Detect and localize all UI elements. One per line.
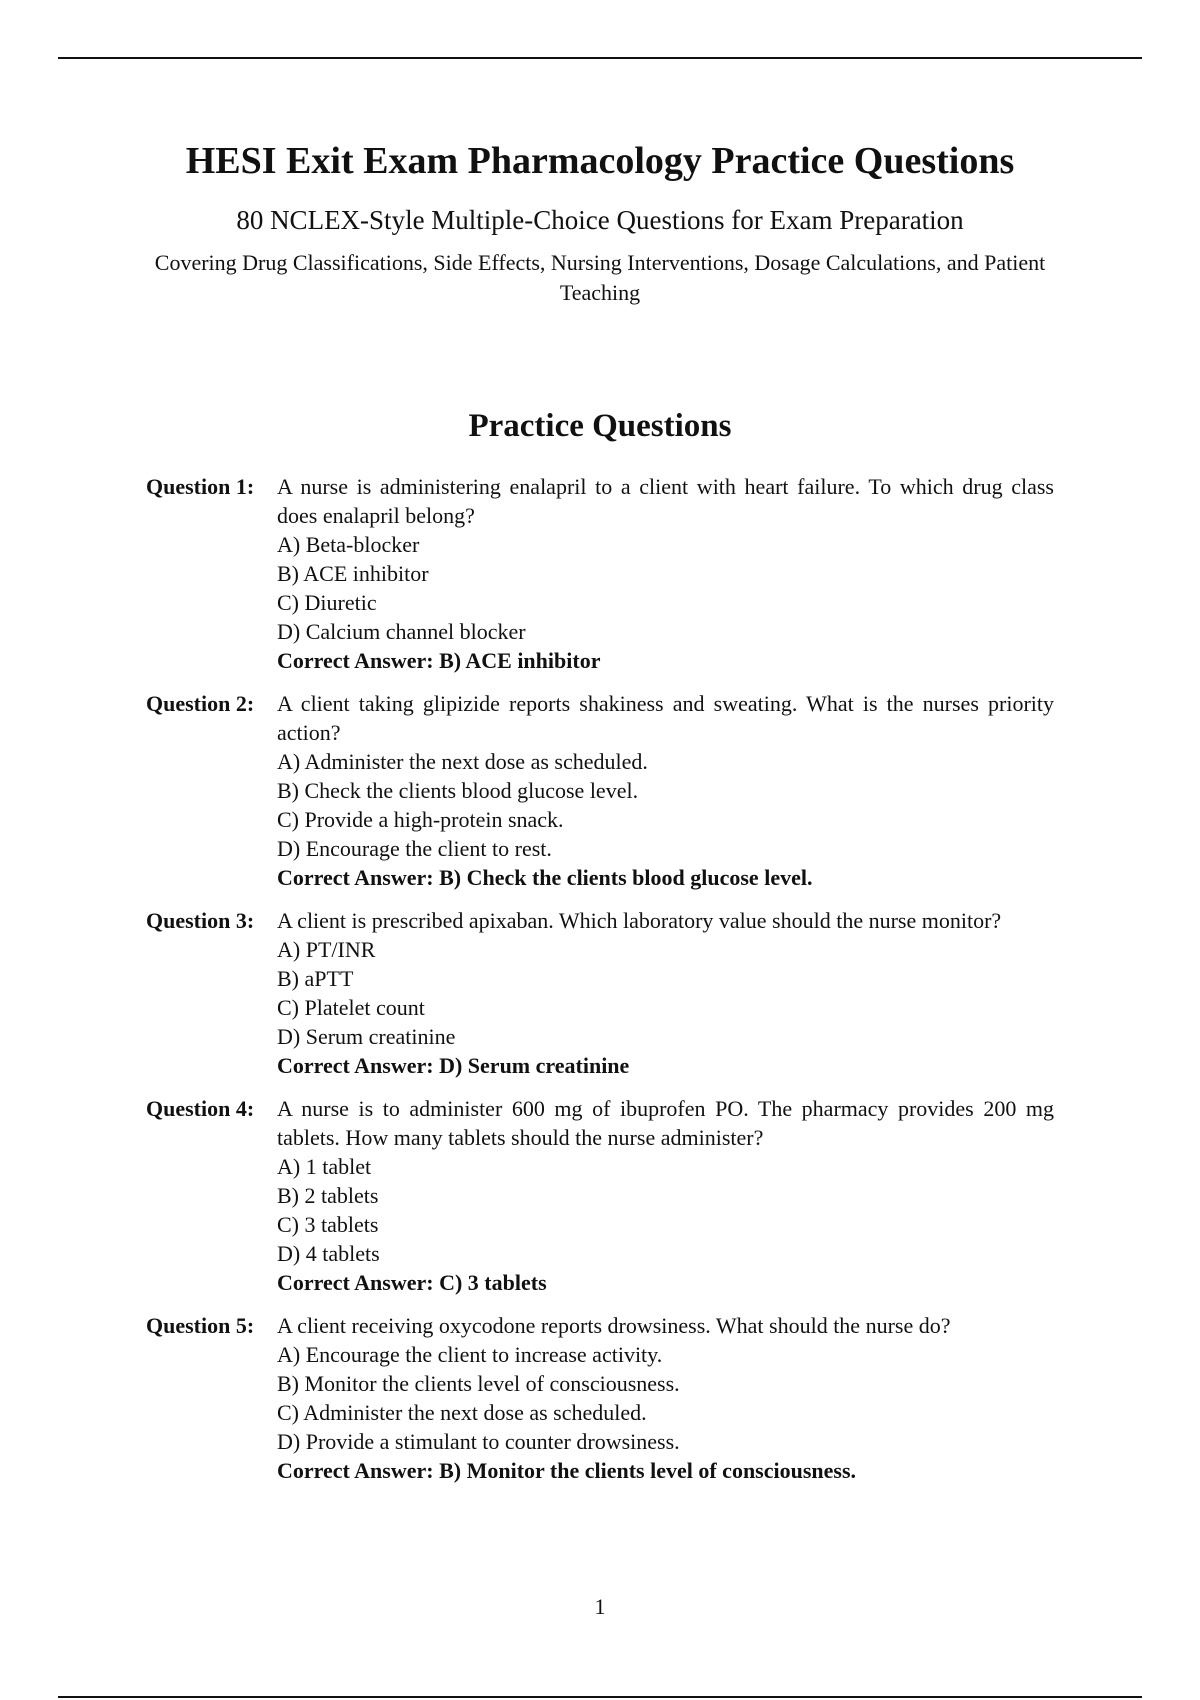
question-text: A nurse is administering enalapril to a client with heart failure. To which drug class does enalapril belong? bbox=[277, 474, 1054, 528]
correct-answer: Correct Answer: B) Monitor the clients level of consciousness. bbox=[277, 1458, 857, 1483]
question-text: A client taking glipizide reports shakiness and sweating. What is the nurses priority action? bbox=[277, 691, 1054, 745]
question-list bbox=[146, 472, 1054, 1499]
correct-answer: Correct Answer: B) Check the clients blood glucose level. bbox=[277, 865, 813, 890]
option-c: C) 3 tablets bbox=[277, 1212, 379, 1237]
question-item bbox=[146, 1311, 1054, 1485]
option-d: D) 4 tablets bbox=[277, 1241, 380, 1266]
option-d: D) Calcium channel blocker bbox=[277, 619, 526, 644]
footer-rule bbox=[58, 1696, 1142, 1698]
question-label: Question 1: bbox=[146, 474, 255, 499]
question-body bbox=[277, 1094, 1054, 1297]
question-text: A client is prescribed apixaban. Which laboratory value should the nurse monitor? bbox=[277, 908, 1002, 933]
question-item bbox=[146, 472, 1054, 675]
correct-answer: Correct Answer: C) 3 tablets bbox=[277, 1270, 547, 1295]
option-b: B) Monitor the clients level of consciousness. bbox=[277, 1371, 680, 1396]
question-body bbox=[277, 906, 1054, 1080]
question-text: A client receiving oxycodone reports drowsiness. What should the nurse do? bbox=[277, 1313, 951, 1338]
option-d: D) Provide a stimulant to counter drowsiness. bbox=[277, 1429, 680, 1454]
question-label: Question 4: bbox=[146, 1096, 255, 1121]
option-a: A) 1 tablet bbox=[277, 1154, 372, 1179]
correct-answer: Correct Answer: B) ACE inhibitor bbox=[277, 648, 601, 673]
option-d: D) Serum creatinine bbox=[277, 1024, 456, 1049]
question-label: Question 3: bbox=[146, 908, 255, 933]
question-label: Question 2: bbox=[146, 691, 255, 716]
question-text: A nurse is to administer 600 mg of ibuprofen PO. The pharmacy provides 200 mg tablets. How many tablets should the nurse administer? bbox=[277, 1096, 1054, 1150]
option-b: B) Check the clients blood glucose level. bbox=[277, 778, 639, 803]
question-label: Question 5: bbox=[146, 1313, 255, 1338]
option-a: A) PT/INR bbox=[277, 937, 376, 962]
option-a: A) Encourage the client to increase activity. bbox=[277, 1342, 663, 1367]
document-coverage: Covering Drug Classifications, Side Effects, Nursing Interventions, Dosage Calculations, and Patient Teaching bbox=[154, 250, 1046, 305]
document-title: HESI Exit Exam Pharmacology Practice Questions bbox=[185, 140, 1015, 182]
question-body bbox=[277, 472, 1054, 675]
option-d: D) Encourage the client to rest. bbox=[277, 836, 552, 861]
header-rule bbox=[58, 57, 1142, 59]
option-c: C) Administer the next dose as scheduled. bbox=[277, 1400, 647, 1425]
correct-answer: Correct Answer: D) Serum creatinine bbox=[277, 1053, 630, 1078]
option-b: B) ACE inhibitor bbox=[277, 561, 429, 586]
question-item bbox=[146, 1094, 1054, 1297]
option-a: A) Beta-blocker bbox=[277, 532, 420, 557]
question-item bbox=[146, 689, 1054, 892]
option-a: A) Administer the next dose as scheduled. bbox=[277, 749, 648, 774]
option-c: C) Provide a high-protein snack. bbox=[277, 807, 564, 832]
option-b: B) 2 tablets bbox=[277, 1183, 379, 1208]
question-body bbox=[277, 689, 1054, 892]
option-b: B) aPTT bbox=[277, 966, 354, 991]
document-subtitle: 80 NCLEX-Style Multiple-Choice Questions for Exam Preparation bbox=[236, 205, 964, 235]
option-c: C) Diuretic bbox=[277, 590, 377, 615]
option-c: C) Platelet count bbox=[277, 995, 425, 1020]
question-item bbox=[146, 906, 1054, 1080]
section-heading: Practice Questions bbox=[468, 408, 732, 444]
page-number: 1 bbox=[594, 1594, 606, 1619]
question-body bbox=[277, 1311, 1054, 1485]
